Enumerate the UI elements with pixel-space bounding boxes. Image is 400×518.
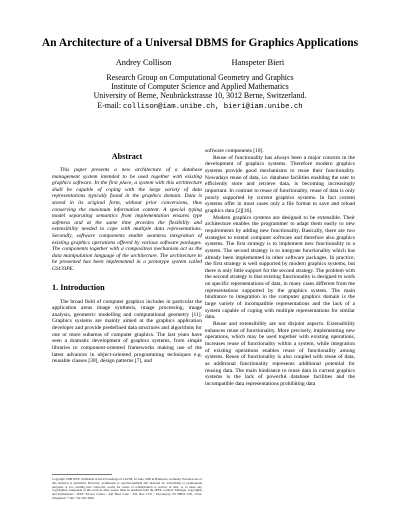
author-list xyxy=(0,58,400,67)
author-name: Andrey Collison xyxy=(115,58,172,67)
right-column xyxy=(205,148,355,388)
abstract-heading: Abstract xyxy=(111,152,143,161)
body-paragraph: Reuse of functionality has always been a major concern in the development of graphics systems. Therefore modern graphics systems provide good mechanisms to reuse their functionality. Nowadays reuse of data, i.e. database facilities enabling the user to efficiently store and retrieve data, is becoming increasingly important. In contrast to reuse of functionality, reuse of data is only poorly supported by current graphics systems. In fact current systems offer in most cases only a file format to save and reload graphics data [2][16]. xyxy=(205,154,355,214)
body-paragraph: software components [18]. xyxy=(205,148,264,154)
email-label: E-mail: xyxy=(97,100,122,110)
affiliation-line: Research Group on Computational Geometry and Graphics xyxy=(106,73,294,82)
abstract-text: This paper presents a new architecture of a database management system intended to be used together with existing graphics software. In the first place, a system with this architecture shall be capable of coping with the large variety of data representations typically found in the graphics domain. Data is stored in its original form, without prior conversions, thus conserving the maximum information content. A special typing model separating semantics from implementation ensures type safeness and at the same time provides the flexibility and extensibility needed to cope with multiple data representations. Secondly, software components enable seamless integration of existing graphics operations offered by various software packages. The components together with a composition mechanism act as the data manipulation language of the architecture. The architecture to be presented has been implemented in a prototype system called GSCOPE. xyxy=(52,167,202,272)
email-line xyxy=(0,101,400,112)
affiliation-line: University of Berne, Neubrückstrasse 10, 3012 Berne, Switzerland. xyxy=(93,91,307,101)
copyright-notice: Copyright 1998 IEEE. Published in the Proceedings of CGI'98, 22 June 1998 in Hannover, Germany. Personal use of this material is permitted. However, permission to reprint/republish this material for advertising or promotional purposes or for creating new collective works for resale or redistribution to servers or lists, or to reuse any copyrighted component of this work in other works, must be obtained from the IEEE. Contact: Manager, Copyrights and Permissions / IEEE Service Center / 445 Hoes Lane / P.O. Box 1331 / Piscataway, NJ 08855-1331, USA. Telephone: + Intl. 732-562-3966. xyxy=(52,477,202,500)
footnote-rule xyxy=(52,474,112,475)
section-heading-introduction: 1. Introduction xyxy=(52,282,105,292)
affiliation-block xyxy=(0,73,400,112)
body-paragraph: Reuse and extensibility are not disjoint aspects. Extensibility enhances reuse of functionality. More precisely, implementing new operations, which may be used together with existing operations, increases reuse of functionality within a system, while integration of existing operations enables reuse of functionality among systems. Reuse of functionality is also coupled with reuse of data, as additional functionality represents additional potential for reusing data. The main hindrance to reuse data in current graphics systems is the lack of powerful database facilities and the incompatible data representations prohibiting data xyxy=(205,321,355,387)
left-column xyxy=(52,152,202,365)
body-paragraph: Modern graphics systems are designed to be extensible. Their architecture enables the programmer to adapt them easily to new requirements by adding new functionality. Basically, there are two strategies to extend computer software and therefore also graphics systems. The first strategy is to implement new functionality in a system. The second strategy is to integrate functionality which has already been implemented in other software packages. In practice, the first strategy is well supported by modern graphics systems, but there is only little support for the second strategy. The problem with the second strategy is that existing functionality is designed to work on specific representations of data, in many cases different from the representations supported by the graphics system. The main hindrance to integration in the computer graphics domain is the large variety of incompatible representations and the lack of a system capable of coping with multiple representations for similar data. xyxy=(205,214,355,321)
email-addresses: collison@iam.unibe.ch, bieri@iam.unibe.ch xyxy=(123,102,303,111)
affiliation-line: Institute of Computer Science and Applied Mathematics xyxy=(111,82,289,92)
introduction-paragraph: The broad field of computer graphics includes in particular the application areas image synthesis, image processing, image analysis, geometric modelling and computational geometry [11]. Graphics systems are mainly aimed at the graphics application developer and provide predefined data structures and algorithms for one or more subareas of computer graphics. The last years have seen a dramatic development of graphics systems, from simple libraries to component-oriented frameworks making use of the latest advances in object-oriented programming techniques e.g. reusable classes [30], design patterns [7], and xyxy=(52,298,202,365)
paper-title: An Architecture of a Universal DBMS for Graphics Applications xyxy=(41,37,359,49)
author-name: Hanspeter Bieri xyxy=(231,58,285,67)
